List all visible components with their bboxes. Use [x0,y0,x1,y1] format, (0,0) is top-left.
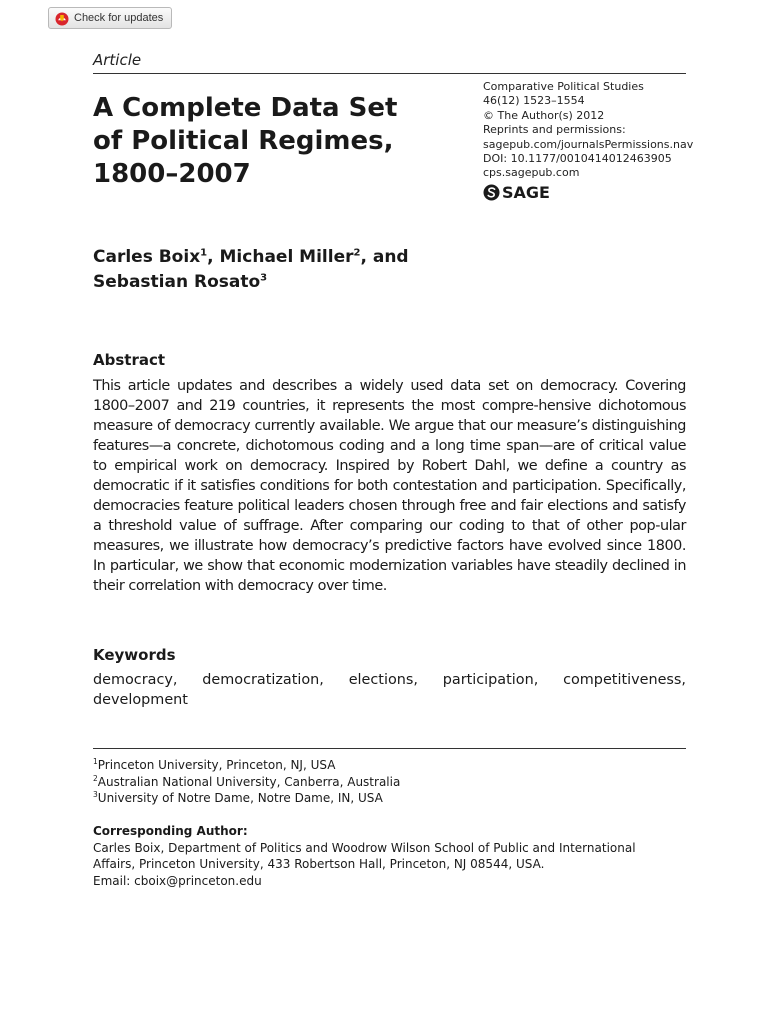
check-for-updates-button[interactable] [48,7,172,29]
author-name: Carles Boix [93,247,201,267]
keywords-heading: Keywords [93,646,176,664]
journal-info [483,80,693,203]
affiliation-marker: 2 [353,247,361,259]
title-line-3: 1800–2007 [93,159,251,189]
journal-name: Comparative Political Studies [483,80,644,93]
affiliation-text: Princeton University, Princeton, NJ, USA [97,758,336,772]
corresponding-author [93,823,693,889]
affiliation-text: Australian National University, Canberra, Australia [97,774,401,789]
affiliation-number: 1 [93,757,98,766]
corresponding-line-1: Carles Boix, Department of Politics and Woodrow Wilson School of Public and International [93,840,636,855]
doi-link[interactable]: DOI: 10.1177/0010414012463905 [483,152,672,166]
author-separator: , [207,247,220,267]
affiliations-list [93,757,686,807]
header-rule [93,73,686,74]
abstract-heading: Abstract [93,351,166,369]
author-name: Michael Miller [219,247,354,267]
corresponding-heading: Corresponding Author: [93,824,248,838]
journal-copyright: © The Author(s) 2012 [483,108,605,122]
affiliation-number: 3 [93,790,98,799]
article-title [93,92,433,191]
affiliation-number: 2 [93,773,98,783]
affiliation-text: University of Notre Dame, Notre Dame, IN, USA [97,791,383,805]
reprints-label: Reprints and permissions: [483,123,626,137]
corresponding-line-2: Affairs, Princeton University, 433 Robertson Hall, Princeton, NJ 08544, USA. [93,857,545,871]
journal-website-link[interactable]: cps.sagepub.com [483,166,580,180]
affiliation-item [93,774,686,791]
affiliation-marker: 1 [200,247,208,259]
reprints-link[interactable]: sagepub.com/journalsPermissions.nav [483,137,694,151]
author-name: Sebastian Rosato [93,272,261,292]
article-type-label: Article [93,51,142,69]
affiliation-item [93,790,686,807]
journal-citation: 46(12) 1523–1554 [483,94,585,108]
footnote-rule [93,748,686,749]
abstract-text: This article updates and describes a widely used data set on democracy. Covering 1800–2007 and 219 countries, it represents the most compre-hensive dichotomous measure of democracy currently available. We argue that our measure’s distinguishing features—a concrete, dichotomous coding and a long time span—are of critical value to empirical work on democracy. Inspired by Robert Dahl, we define a country as democratic if it satisfies conditions for both contestation and participation. Specifically, democracies feature political leaders chosen through free and fair elections and satisfy a threshold value of suffrage. After comparing our coding to that of other pop-ular measures, we illustrate how democracy’s predictive factors have evolved since 1800. In particular, we show that economic modernization variables have steadily declined in their correlation with democracy over time. [93,378,686,594]
sage-logo-text: SAGE [502,182,550,202]
corresponding-email[interactable]: Email: cboix@princeton.edu [93,873,262,888]
affiliation-item [93,757,686,774]
title-line-1: A Complete Data Set [93,93,398,123]
author-separator: , and [360,247,409,267]
keywords-text: democracy, democratization, elections, participation, competitiveness, development [93,672,686,708]
title-line-2: of Political Regimes, [93,126,394,156]
sage-mark-icon [483,184,500,201]
sage-logo [483,183,693,203]
check-updates-label: Check for updates [74,12,164,24]
author-list [93,245,593,295]
check-updates-icon [55,11,69,25]
affiliation-marker: 3 [260,272,268,284]
